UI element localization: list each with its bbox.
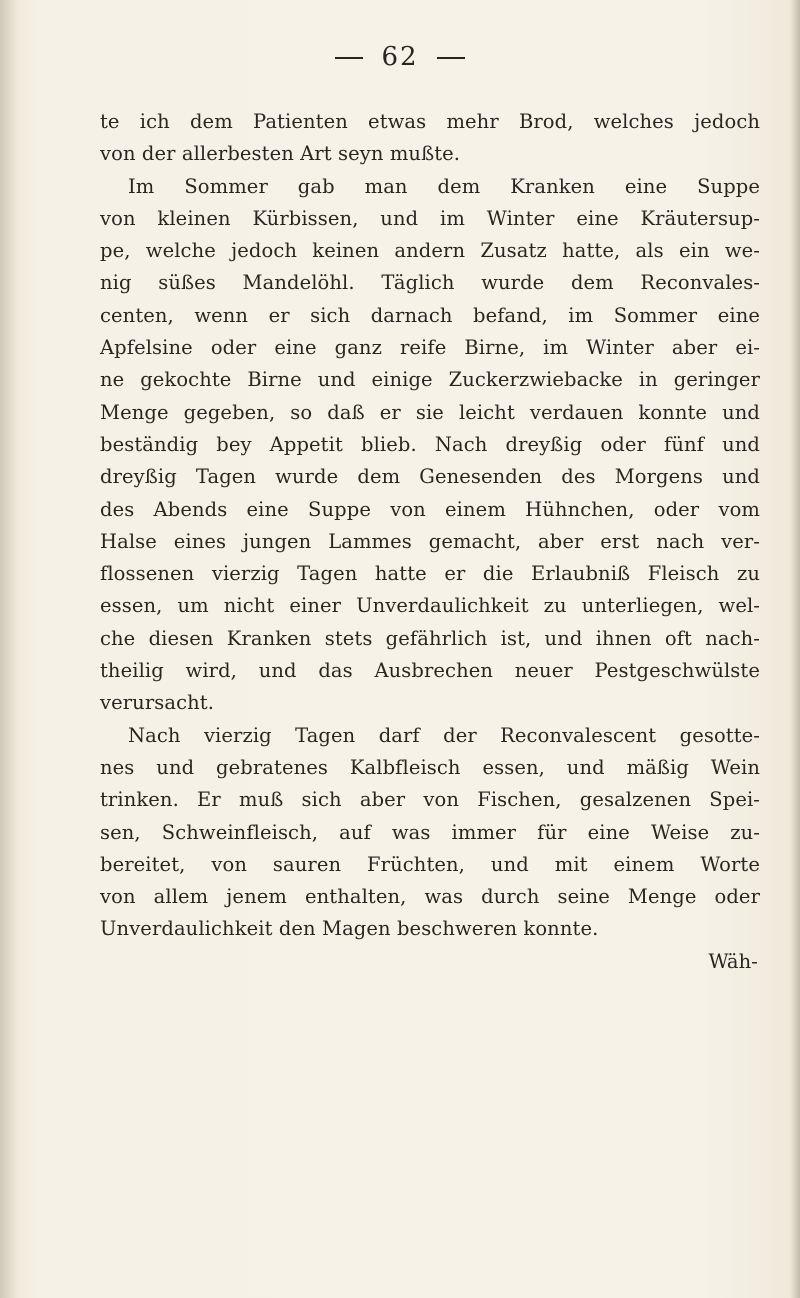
body-text	[100, 106, 760, 978]
text-line: bereitet, von sauren Früchten, und mit einem Worte	[100, 852, 760, 876]
text-line: ne gekochte Birne und einige Zuckerzwiebacke in geringer	[100, 368, 760, 392]
text-line: des Abends eine Suppe von einem Hühnchen, oder vom	[100, 497, 760, 521]
page-edge	[790, 0, 800, 1298]
text-line: Nach vierzig Tagen darf der Reconvalescent gesotte-	[128, 723, 760, 747]
page-number: 62	[381, 42, 419, 72]
catchword: Wäh-	[708, 949, 758, 973]
text-line: verursacht.	[100, 691, 215, 715]
header-dash-right	[437, 57, 465, 59]
text-line: Menge gegeben, so daß er sie leicht verdauen konnte und	[100, 400, 760, 424]
text-line: von kleinen Kürbissen, und im Winter eine Kräutersup-	[100, 206, 760, 230]
text-line: centen, wenn er sich darnach befand, im Sommer eine	[100, 303, 760, 327]
text-line: Unverdaulichkeit den Magen beschweren konnte.	[100, 917, 599, 941]
text-line: Halse eines jungen Lammes gemacht, aber erst nach ver-	[100, 529, 760, 553]
text-line: dreyßig Tagen wurde dem Genesenden des Morgens und	[100, 465, 760, 489]
text-line: flossenen vierzig Tagen hatte er die Erlaubniß Fleisch zu	[100, 562, 760, 586]
text-line: trinken. Er muß sich aber von Fischen, gesalzenen Spei-	[100, 788, 760, 812]
text-line: che diesen Kranken stets gefährlich ist, und ihnen oft nach-	[100, 626, 760, 650]
page-header	[0, 42, 800, 72]
text-line: nes und gebratenes Kalbfleisch essen, und mäßig Wein	[100, 755, 760, 779]
header-dash-left	[335, 57, 363, 59]
text-line: essen, um nicht einer Unverdaulichkeit zu unterliegen, wel-	[100, 594, 760, 618]
text-line: sen, Schweinfleisch, auf was immer für eine Weise zu-	[100, 820, 760, 844]
text-line: pe, welche jedoch keinen andern Zusatz hatte, als ein we-	[100, 239, 760, 263]
text-line: te ich dem Patienten etwas mehr Brod, welches jedoch	[100, 110, 760, 133]
text-line: beständig bey Appetit blieb. Nach dreyßig oder fünf und	[100, 432, 760, 456]
text-line: von der allerbesten Art seyn mußte.	[100, 142, 461, 166]
text-line: theilig wird, und das Ausbrechen neuer Pestgeschwülste	[100, 659, 760, 683]
gutter-shadow	[0, 0, 18, 1298]
text-line: von allem jenem enthalten, was durch seine Menge oder	[100, 885, 760, 909]
text-line: Im Sommer gab man dem Kranken eine Suppe	[128, 174, 760, 198]
text-line: Apfelsine oder eine ganz reife Birne, im Winter aber ei-	[100, 336, 760, 360]
text-line: nig süßes Mandelöhl. Täglich wurde dem Reconvales-	[100, 271, 760, 295]
